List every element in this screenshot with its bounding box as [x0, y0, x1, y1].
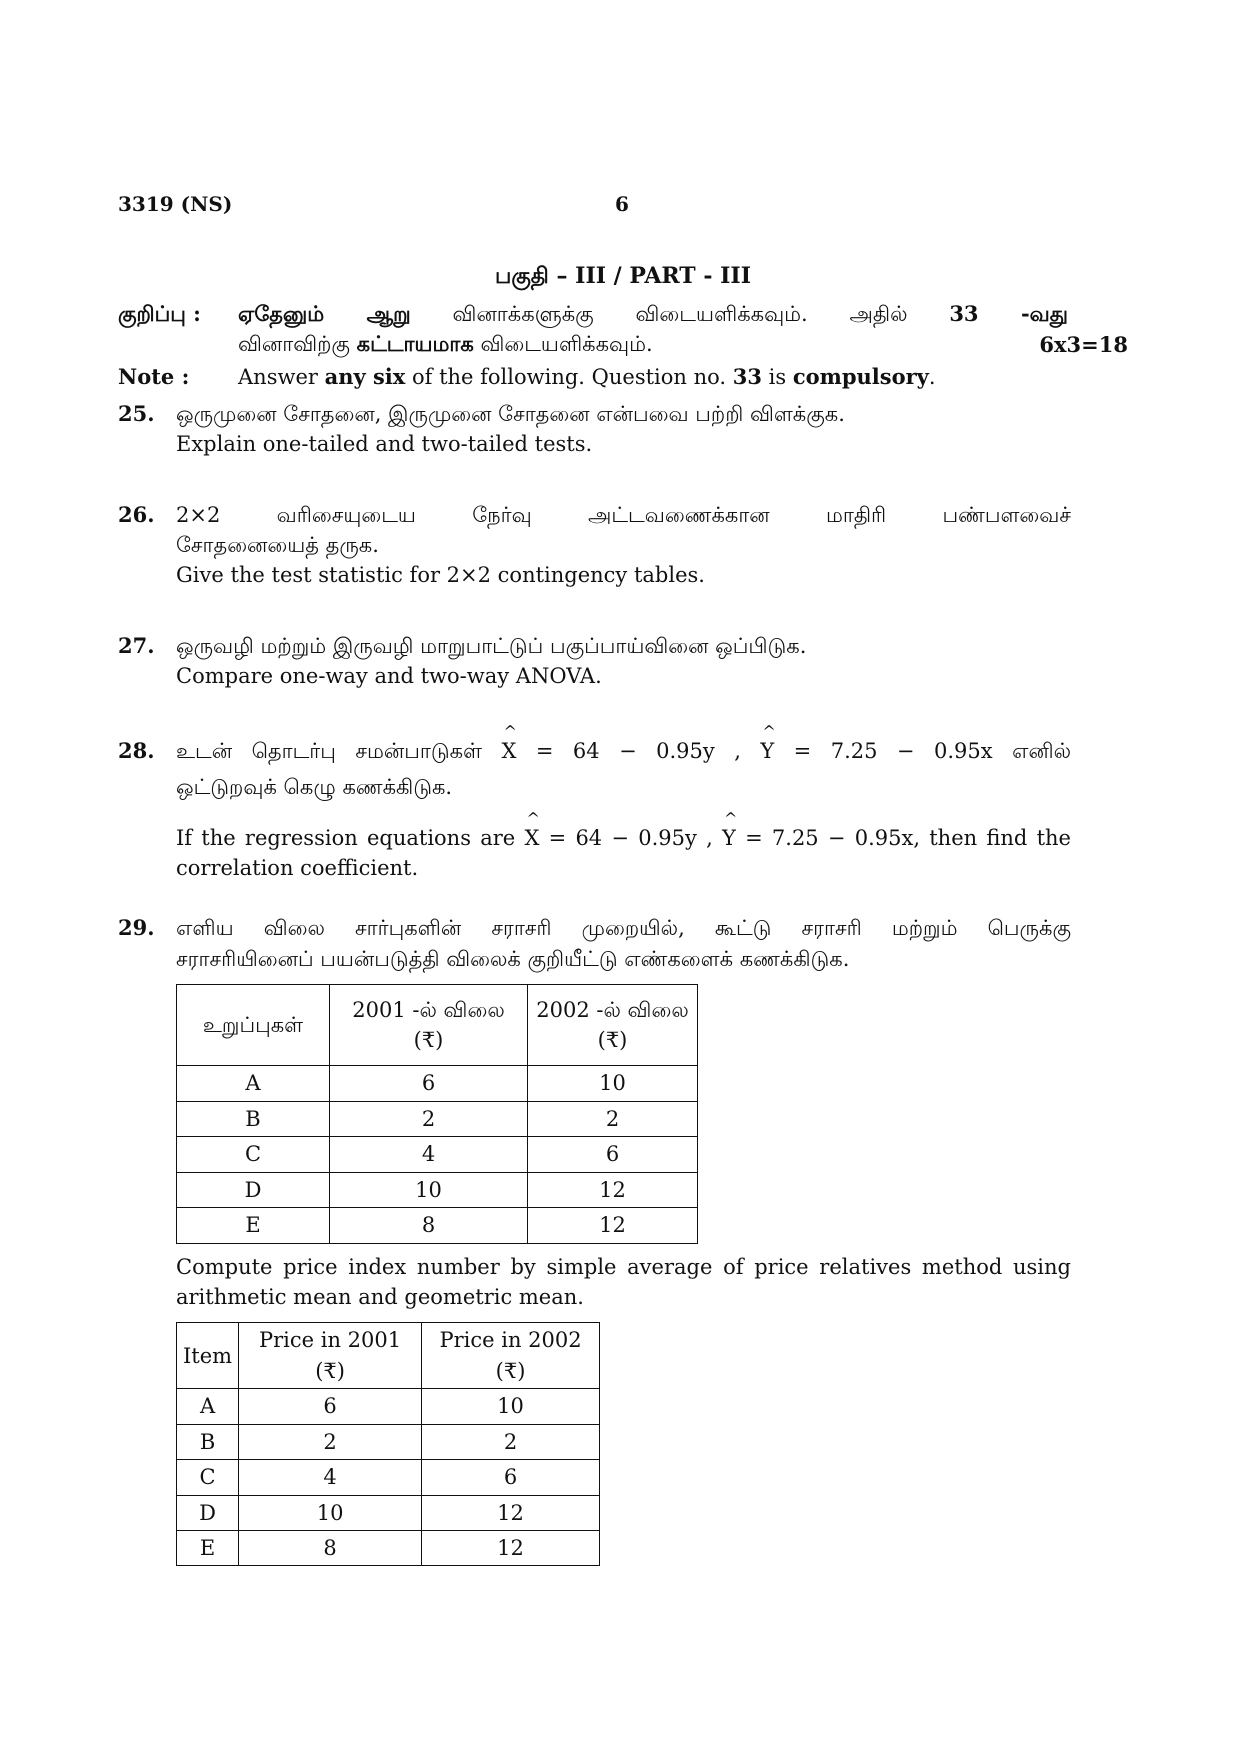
table-cell: 2 — [330, 1101, 528, 1136]
question-tamil: ஒருவழி மற்றும் இருவழி மாறுபாட்டுப் பகுப்பாய்வினை ஒப்பிடுக. — [176, 633, 807, 658]
table-cell: B — [177, 1101, 330, 1136]
table-row — [177, 1172, 698, 1207]
note-tamil-bold-3: கட்டாயமாக — [356, 331, 474, 357]
table-header-cell: Price in 2002 (₹) — [422, 1323, 600, 1389]
eq1-rhs-en: = 64 − 0.95y , — [539, 825, 713, 850]
table-header-row — [177, 985, 698, 1066]
table-cell: 6 — [330, 1066, 528, 1101]
note-tamil-label: குறிப்பு : — [118, 300, 201, 326]
note-tamil-plain-1: வினாக்களுக்கு விடையளிக்கவும். அதில் — [410, 301, 950, 326]
eq2-var: ^ Y — [760, 736, 774, 766]
table-cell: C — [177, 1137, 330, 1172]
table-header-cell: உறுப்புகள் — [177, 985, 330, 1066]
table-cell: 6 — [239, 1389, 422, 1424]
question-body — [176, 631, 1071, 692]
question-tamil-line1: 2×2 வரிசையுடைய நேர்வு அட்டவணைக்கான மாதிரி பண்பளவைச் — [176, 502, 1071, 527]
table-row — [177, 1137, 698, 1172]
table-cell: A — [177, 1066, 330, 1101]
table-cell: E — [177, 1208, 330, 1243]
page-number: 6 — [615, 192, 629, 216]
note-tamil-plain-2: வினாவிற்கு — [238, 332, 357, 357]
part-title: பகுதி – III / PART - III — [495, 263, 751, 289]
eq1-var-en: ^ X — [524, 823, 539, 853]
paper-code: 3319 (NS) — [118, 192, 233, 216]
eq1-rhs: = 64 − 0.95y , — [516, 738, 741, 763]
eq2-rhs: = 7.25 − 0.95x — [774, 738, 993, 763]
question-tamil-line2: ஒட்டுறவுக் கெழு கணக்கிடுக. — [176, 775, 453, 800]
table-cell: 8 — [239, 1531, 422, 1566]
question-25 — [118, 399, 1128, 460]
note-tamil — [118, 299, 1128, 360]
note-en-b: any six — [324, 364, 406, 390]
question-english-line1: Compute price index number by simple average of price relatives method using — [176, 1254, 1071, 1279]
table-cell: 2 — [528, 1101, 698, 1136]
table-header-cell: Price in 2001 (₹) — [239, 1323, 422, 1389]
eq2-var-en: ^ Y — [722, 823, 736, 853]
table-cell: A — [177, 1389, 239, 1424]
question-number: 26. — [118, 501, 155, 527]
question-tamil-line2: சோதனையைத் தருக. — [176, 532, 379, 557]
table-cell: E — [177, 1531, 239, 1566]
question-29 — [118, 913, 1128, 1566]
note-english-text — [238, 362, 1128, 392]
table-cell: 2 — [422, 1424, 600, 1459]
question-body — [176, 913, 1071, 1566]
header-unit: (₹) — [597, 1028, 628, 1053]
eq1-var: ^ X — [501, 736, 516, 766]
question-number: 27. — [118, 632, 155, 658]
question-english-line2: arithmetic mean and geometric mean. — [176, 1284, 584, 1309]
question-28 — [118, 736, 1128, 884]
table-cell: D — [177, 1495, 239, 1530]
table-cell: 6 — [528, 1137, 698, 1172]
question-tamil-line1: எளிய விலை சார்புகளின் சராசரி முறையில், கூட்டு சராசரி மற்றும் பெருக்கு — [176, 916, 1071, 941]
note-en-d: 33 — [732, 364, 762, 390]
table-header-row — [177, 1323, 600, 1389]
question-english-text: If the regression equations are — [176, 825, 516, 850]
table-cell: 12 — [528, 1172, 698, 1207]
table-cell: 4 — [239, 1460, 422, 1495]
equation-1-en — [524, 826, 712, 850]
table-header-cell: Item — [177, 1323, 239, 1389]
marks: 6x3=18 — [1039, 331, 1128, 357]
question-tamil: ஒருமுனை சோதனை, இருமுனை சோதனை என்பவை பற்றி விளக்குக. — [176, 401, 845, 426]
table-row — [177, 1066, 698, 1101]
question-number: 28. — [118, 737, 155, 763]
table-cell: 10 — [528, 1066, 698, 1101]
header-text: 2002 -ல் விலை — [536, 997, 689, 1022]
table-cell: 10 — [330, 1172, 528, 1207]
eq2-rhs-en: = 7.25 − 0.95x — [735, 825, 914, 850]
table-cell: 12 — [528, 1208, 698, 1243]
table-cell: 12 — [422, 1531, 600, 1566]
table-row — [177, 1424, 600, 1459]
question-tamil-suffix: எனில் — [1012, 738, 1072, 763]
question-tamil-line2: சராசரியினைப் பயன்படுத்தி விலைக் குறியீட்டு எண்களைக் கணக்கிடுக. — [176, 946, 850, 971]
question-tamil-text: உடன் தொடர்பு சமன்பாடுகள் — [176, 738, 482, 763]
table-row — [177, 1208, 698, 1243]
question-english: Give the test statistic for 2×2 contingency tables. — [176, 563, 705, 588]
table-cell: B — [177, 1424, 239, 1459]
equation-2-en — [722, 826, 913, 850]
note-tamil-line2 — [238, 329, 1128, 359]
note-en-c: of the following. Question no. — [405, 365, 733, 390]
table-header-cell — [330, 985, 528, 1066]
note-en-f: compulsory — [792, 364, 929, 390]
table-row — [177, 1531, 600, 1566]
table-cell: C — [177, 1460, 239, 1495]
price-table-tamil — [176, 984, 698, 1243]
price-table-english — [176, 1322, 600, 1566]
equation-2 — [760, 739, 992, 763]
table-cell: 2 — [239, 1424, 422, 1459]
question-body — [176, 736, 1071, 884]
equation-1 — [501, 739, 740, 763]
question-body — [176, 500, 1071, 591]
note-tamil-plain-3: விடையளிக்கவும். — [473, 332, 653, 357]
question-tamil-line1 — [176, 736, 1071, 766]
question-english-line2: correlation coefficient. — [176, 856, 419, 881]
table-cell: 12 — [422, 1495, 600, 1530]
note-tamil-bold-1: ஏதேனும் ஆறு — [238, 300, 411, 326]
table-cell: D — [177, 1172, 330, 1207]
note-en-g: . — [928, 365, 936, 390]
note-en-a: Answer — [238, 365, 325, 390]
table-cell: 10 — [239, 1495, 422, 1530]
header-text: 2001 -ல் விலை — [352, 997, 505, 1022]
table-row — [177, 1389, 600, 1424]
question-27 — [118, 631, 1128, 692]
question-english: Compare one-way and two-way ANOVA. — [176, 664, 602, 689]
note-english-label: Note : — [118, 364, 190, 390]
table-cell: 4 — [330, 1137, 528, 1172]
question-english-line1 — [176, 823, 1071, 853]
note-tamil-line1 — [238, 299, 1068, 329]
question-body — [176, 399, 1071, 460]
table-cell: 10 — [422, 1389, 600, 1424]
page-header — [118, 190, 1128, 219]
table-cell: 8 — [330, 1208, 528, 1243]
table-row — [177, 1101, 698, 1136]
question-number: 29. — [118, 915, 155, 941]
note-tamil-text — [238, 299, 1128, 360]
note-tamil-bold-2: 33 -வது — [949, 300, 1068, 326]
note-en-e: is — [761, 365, 793, 390]
table-row — [177, 1495, 600, 1530]
table-header-cell — [528, 985, 698, 1066]
question-number: 25. — [118, 400, 155, 426]
exam-page — [118, 190, 1128, 1566]
question-english-suffix: , then find the — [913, 825, 1071, 850]
note-english — [118, 362, 1128, 392]
table-row — [177, 1460, 600, 1495]
table-cell: 6 — [422, 1460, 600, 1495]
header-unit: (₹) — [413, 1028, 444, 1053]
question-english: Explain one-tailed and two-tailed tests. — [176, 432, 593, 457]
question-26 — [118, 500, 1128, 591]
